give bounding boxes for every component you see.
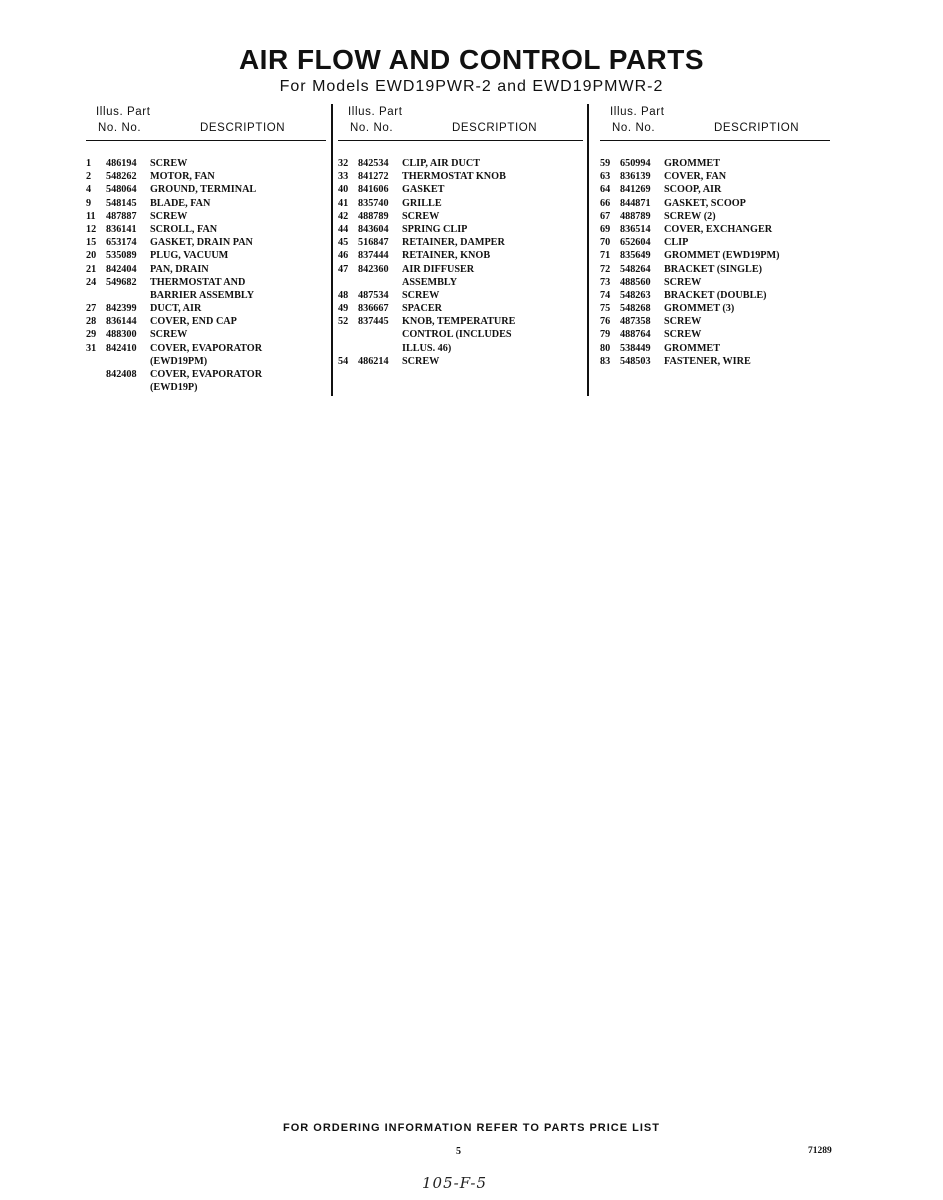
part-number: 538449: [620, 342, 651, 354]
illus-number: 4: [86, 184, 92, 196]
part-row: [600, 276, 830, 289]
illus-number: 44: [338, 223, 349, 235]
illus-number: 20: [86, 250, 97, 262]
header-no-no: No. No.: [612, 122, 656, 134]
illus-number: 79: [600, 329, 611, 341]
part-number: 836141: [106, 223, 137, 235]
illus-number: [338, 342, 358, 355]
illus-number: 11: [86, 210, 96, 222]
part-row: [86, 368, 326, 381]
parts-list: [600, 157, 830, 368]
part-description: COVER, FAN: [664, 171, 727, 183]
illus-number: 66: [600, 197, 611, 209]
parts-list: [86, 157, 326, 394]
illus-number: 54: [338, 355, 349, 367]
illus-number: 28: [86, 316, 97, 328]
part-description: SCREW: [664, 329, 702, 341]
illus-number: 52: [338, 316, 349, 328]
part-number: 842408: [106, 369, 137, 380]
part-description: SCREW: [402, 355, 440, 367]
part-row: [600, 302, 830, 315]
part-number: 836514: [620, 223, 651, 235]
illus-number: [338, 328, 358, 341]
part-number: 837444: [358, 250, 389, 262]
part-row: [600, 355, 830, 368]
part-row: [600, 157, 830, 170]
part-description: THERMOSTAT AND: [150, 276, 246, 288]
part-number: [106, 381, 150, 394]
illus-number: 76: [600, 316, 611, 328]
page-number: 5: [456, 1146, 461, 1157]
part-number: [358, 342, 402, 355]
part-number: 835649: [620, 250, 651, 262]
part-number: 548264: [620, 263, 651, 275]
illus-number: [86, 368, 106, 381]
parts-column-2: [338, 104, 583, 368]
part-number: 548503: [620, 355, 651, 367]
part-number: 653174: [106, 237, 137, 249]
part-row: [600, 210, 830, 223]
column-header: [600, 104, 830, 141]
part-description: CLIP: [664, 237, 689, 249]
illus-number: 74: [600, 289, 611, 301]
part-row: [86, 236, 326, 249]
part-row: [600, 263, 830, 276]
part-row: [600, 170, 830, 183]
illus-number: 12: [86, 223, 97, 235]
part-description: DUCT, AIR: [150, 303, 202, 315]
part-row: [86, 355, 326, 368]
parts-column-1: [86, 104, 326, 394]
part-description: COVER, EVAPORATOR: [150, 369, 263, 380]
ordering-info-footer: FOR ORDERING INFORMATION REFER TO PARTS PRICE LIST: [283, 1122, 660, 1134]
header-description: DESCRIPTION: [452, 122, 538, 134]
illus-number: 49: [338, 303, 349, 315]
page-subtitle: For Models EWD19PWR-2 and EWD19PMWR-2: [279, 78, 664, 95]
part-description: GROMMET (EWD19PM): [664, 250, 780, 262]
illus-number: 59: [600, 158, 611, 169]
part-row: [338, 170, 583, 183]
part-number: 487887: [106, 210, 137, 222]
part-description: (EWD19P): [150, 382, 198, 394]
part-number: 836144: [106, 316, 137, 328]
page-title: AIR FLOW AND CONTROL PARTS: [238, 44, 705, 75]
part-description: BARRIER ASSEMBLY: [150, 289, 255, 301]
document-number: 71289: [808, 1146, 832, 1156]
part-number: 843604: [358, 223, 389, 235]
illus-number: 31: [86, 342, 97, 354]
part-number: 836139: [620, 171, 651, 183]
part-description: SCREW: [150, 210, 188, 222]
part-row: [600, 315, 830, 328]
illus-number: 64: [600, 184, 611, 196]
part-description: GASKET, SCOOP: [664, 197, 746, 209]
part-description: BRACKET (DOUBLE): [664, 289, 767, 301]
part-description: PAN, DRAIN: [150, 263, 209, 275]
part-row: [600, 289, 830, 302]
part-number: [358, 328, 402, 341]
part-number: 549682: [106, 276, 137, 288]
illus-number: 15: [86, 237, 97, 249]
illus-number: 80: [600, 342, 611, 354]
part-number: 836667: [358, 303, 389, 315]
part-row: [86, 170, 326, 183]
part-number: 842404: [106, 263, 137, 275]
illus-number: 21: [86, 263, 97, 275]
part-number: 487534: [358, 289, 389, 301]
part-row: [600, 197, 830, 210]
part-number: [106, 289, 150, 302]
part-description: SCREW (2): [664, 210, 716, 222]
part-row: [86, 249, 326, 262]
illus-number: 9: [86, 197, 92, 209]
illus-number: 67: [600, 210, 611, 222]
illus-number: 48: [338, 289, 349, 301]
part-number: 842410: [106, 342, 137, 354]
illus-number: 47: [338, 263, 349, 275]
parts-list: [338, 157, 583, 368]
part-number: 844871: [620, 197, 651, 209]
part-number: 488789: [620, 210, 651, 222]
column-header: [86, 104, 326, 141]
part-row: [600, 223, 830, 236]
part-number: 486194: [106, 158, 137, 169]
header-illus-part: Illus. Part: [610, 106, 665, 118]
part-row: [86, 381, 326, 394]
part-row: [600, 236, 830, 249]
part-description: FASTENER, WIRE: [664, 355, 751, 367]
part-description: GROMMET: [664, 158, 721, 169]
part-number: 835740: [358, 197, 389, 209]
part-description: ASSEMBLY: [402, 276, 458, 288]
part-description: CONTROL (INCLUDES: [402, 329, 512, 341]
part-number: 650994: [620, 158, 651, 169]
part-description: SPACER: [402, 303, 442, 315]
part-description: GASKET, DRAIN PAN: [150, 237, 253, 249]
part-row: [86, 157, 326, 170]
illus-number: [338, 276, 358, 289]
handwritten-note: 105-F-5: [422, 1174, 488, 1192]
header-description: DESCRIPTION: [714, 122, 800, 134]
part-row: [86, 328, 326, 341]
part-description: CLIP, AIR DUCT: [402, 158, 481, 169]
part-number: 548064: [106, 184, 137, 196]
illus-number: 46: [338, 250, 349, 262]
part-description: RETAINER, DAMPER: [402, 237, 505, 249]
part-description: GASKET: [402, 184, 445, 196]
part-description: COVER, EXCHANGER: [664, 223, 773, 235]
part-description: ILLUS. 46): [402, 342, 452, 354]
part-number: 516847: [358, 237, 389, 249]
header-description: DESCRIPTION: [200, 122, 286, 134]
illus-number: 29: [86, 329, 97, 341]
illus-number: 33: [338, 171, 349, 183]
part-number: 548262: [106, 171, 137, 183]
part-row: [86, 223, 326, 236]
column-header: [338, 104, 583, 141]
part-description: THERMOSTAT KNOB: [402, 171, 506, 183]
part-number: 487358: [620, 316, 651, 328]
illus-number: 40: [338, 184, 349, 196]
part-number: 652604: [620, 237, 651, 249]
illus-number: 70: [600, 237, 611, 249]
part-description: KNOB, TEMPERATURE: [402, 316, 516, 328]
part-number: 535089: [106, 250, 137, 262]
header-illus-part: Illus. Part: [348, 106, 403, 118]
illus-number: 41: [338, 197, 349, 209]
illus-number: 72: [600, 263, 611, 275]
part-description: GROMMET (3): [664, 303, 735, 315]
part-description: BRACKET (SINGLE): [664, 263, 763, 275]
header-no-no: No. No.: [98, 122, 142, 134]
illus-number: 45: [338, 237, 349, 249]
part-row: [338, 315, 583, 328]
part-row: [600, 249, 830, 262]
part-description: GRILLE: [402, 197, 442, 209]
illus-number: [86, 381, 106, 394]
part-number: 837445: [358, 316, 389, 328]
part-row: [86, 197, 326, 210]
part-description: GROUND, TERMINAL: [150, 184, 257, 196]
part-row: [86, 289, 326, 302]
part-row: [338, 236, 583, 249]
column-divider: [587, 104, 589, 396]
part-number: 548145: [106, 197, 137, 209]
part-row: [86, 183, 326, 196]
part-number: 488560: [620, 276, 651, 288]
part-description: PLUG, VACUUM: [150, 250, 229, 262]
part-number: 842360: [358, 263, 389, 275]
part-row: [338, 183, 583, 196]
illus-number: 75: [600, 303, 611, 315]
header-no-no: No. No.: [350, 122, 394, 134]
illus-number: 69: [600, 223, 611, 235]
part-description: SCREW: [150, 329, 188, 341]
part-row: [86, 276, 326, 289]
illus-number: 63: [600, 171, 611, 183]
part-number: 548263: [620, 289, 651, 301]
part-description: SCREW: [664, 316, 702, 328]
part-number: 488764: [620, 329, 651, 341]
part-number: 841606: [358, 184, 389, 196]
illus-number: 24: [86, 276, 97, 288]
part-description: SCOOP, AIR: [664, 184, 722, 196]
illus-number: 83: [600, 355, 611, 367]
part-row: [86, 342, 326, 355]
illus-number: 42: [338, 210, 349, 222]
part-row: [338, 157, 583, 170]
part-number: 841269: [620, 184, 651, 196]
part-description: SCREW: [402, 289, 440, 301]
part-description: COVER, EVAPORATOR: [150, 342, 263, 354]
part-number: 842534: [358, 158, 389, 169]
part-row: [338, 302, 583, 315]
part-row: [600, 328, 830, 341]
part-row: [338, 276, 583, 289]
header-illus-part: Illus. Part: [96, 106, 151, 118]
part-number: 486214: [358, 355, 389, 367]
part-description: MOTOR, FAN: [150, 171, 215, 183]
part-number: 841272: [358, 171, 389, 183]
part-row: [86, 263, 326, 276]
part-row: [338, 223, 583, 236]
part-description: AIR DIFFUSER: [402, 263, 475, 275]
part-description: COVER, END CAP: [150, 316, 237, 328]
column-divider: [331, 104, 333, 396]
part-number: 548268: [620, 303, 651, 315]
part-number: 488789: [358, 210, 389, 222]
part-row: [86, 302, 326, 315]
parts-column-3: [600, 104, 830, 368]
part-number: [106, 355, 150, 368]
part-row: [338, 355, 583, 368]
part-description: (EWD19PM): [150, 355, 208, 367]
illus-number: [86, 355, 106, 368]
illus-number: 27: [86, 303, 97, 315]
part-description: SCREW: [150, 158, 188, 169]
part-row: [600, 183, 830, 196]
part-row: [338, 342, 583, 355]
part-description: SCREW: [402, 210, 440, 222]
part-description: SCROLL, FAN: [150, 223, 218, 235]
part-row: [86, 315, 326, 328]
illus-number: 73: [600, 276, 611, 288]
illus-number: 2: [86, 171, 92, 183]
part-description: SPRING CLIP: [402, 223, 468, 235]
part-row: [338, 249, 583, 262]
part-description: SCREW: [664, 276, 702, 288]
illus-number: 32: [338, 158, 349, 169]
illus-number: 1: [86, 158, 92, 169]
illus-number: 71: [600, 250, 611, 262]
part-number: 842399: [106, 303, 137, 315]
part-row: [338, 197, 583, 210]
part-row: [600, 342, 830, 355]
part-number: [358, 276, 402, 289]
part-row: [338, 263, 583, 276]
part-description: BLADE, FAN: [150, 197, 211, 209]
part-number: 488300: [106, 329, 137, 341]
part-row: [86, 210, 326, 223]
part-row: [338, 289, 583, 302]
part-description: RETAINER, KNOB: [402, 250, 491, 262]
part-row: [338, 210, 583, 223]
part-row: [338, 328, 583, 341]
part-description: GROMMET: [664, 342, 721, 354]
illus-number: [86, 289, 106, 302]
